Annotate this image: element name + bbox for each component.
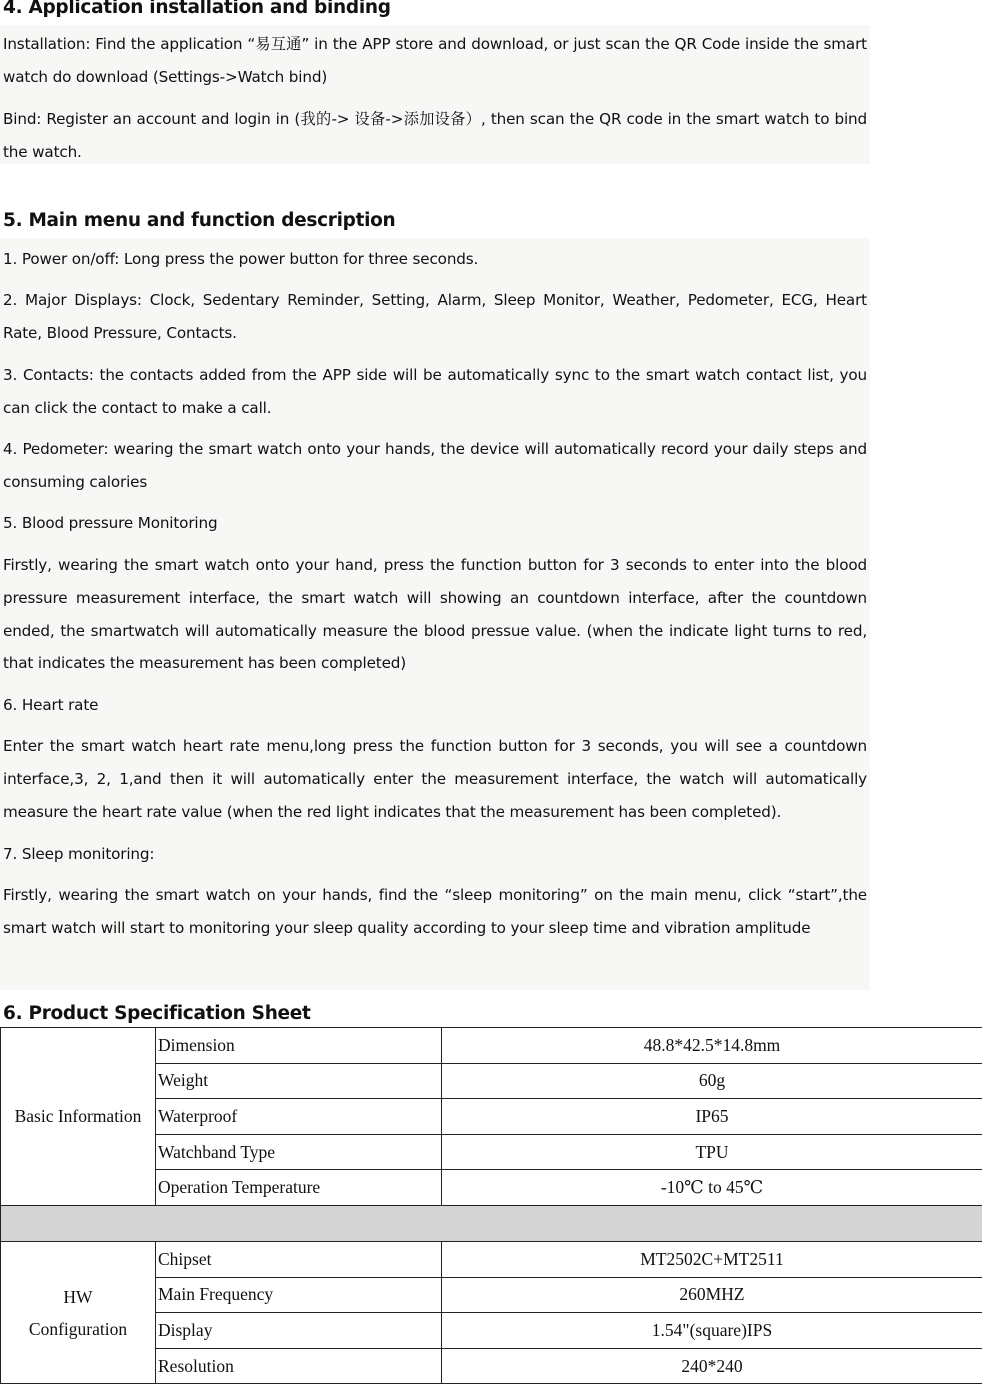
spec-value: 1.54"(square)IPS — [442, 1313, 982, 1349]
spec-value: 260MHZ — [442, 1277, 982, 1313]
sleep-paragraph: Firstly, wearing the smart watch on your hands, find the “sleep monitoring” on the main menu, click “start”,the smart watch will start to monitoring your sleep quality according to your sleep time and vibration amplitude — [3, 886, 867, 937]
hr-paragraph: Enter the smart watch heart rate menu,long press the function button for 3 seconds, you will see a countdown interface,3, 2, 1,and then it will automatically enter the measurement interface, the watch will automatically measure the heart rate value (when the red light indicates that the measurement has been completed). — [3, 737, 867, 821]
spec-value: 48.8*42.5*14.8mm — [442, 1028, 982, 1064]
pedometer-paragraph: 4. Pedometer: wearing the smart watch onto your hands, the device will automatically record your daily steps and consuming calories — [3, 440, 867, 491]
bind-paragraph: Bind: Register an account and login in (我的-> 设备->添加设备）, then scan the QR code in the smart watch to bind the watch. — [3, 110, 867, 161]
spec-value: TPU — [442, 1134, 982, 1170]
section-6-heading: 6. Product Specification Sheet — [3, 1003, 311, 1024]
spec-label: Resolution — [156, 1348, 442, 1384]
separator-cell — [1, 1205, 982, 1241]
hr-title: 6. Heart rate — [3, 696, 99, 714]
section-4-heading: 4. Application installation and binding — [3, 0, 391, 18]
table-separator-row — [1, 1205, 982, 1241]
contacts-paragraph: 3. Contacts: the contacts added from the APP side will be automatically sync to the smart watch contact list, you can click the contact to make a call. — [3, 366, 867, 417]
sleep-title: 7. Sleep monitoring: — [3, 845, 155, 863]
spec-label: Watchband Type — [156, 1134, 442, 1170]
spec-label: Display — [156, 1313, 442, 1349]
spec-label: Main Frequency — [156, 1277, 442, 1313]
spec-table — [0, 1027, 982, 1384]
basic-info-group-cell: Basic Information — [1, 1028, 156, 1206]
bp-title: 5. Blood pressure Monitoring — [3, 514, 218, 532]
spec-label: Dimension — [156, 1028, 442, 1064]
displays-paragraph: 2. Major Displays: Clock, Sedentary Reminder, Setting, Alarm, Sleep Monitor, Weather, Pedometer, ECG, Heart Rate, Blood Pressure, Contacts. — [3, 291, 867, 342]
spec-label: Chipset — [156, 1241, 442, 1277]
spec-value: 240*240 — [442, 1348, 982, 1384]
table-row — [1, 1241, 982, 1277]
spec-value: 60g — [442, 1063, 982, 1099]
power-paragraph: 1. Power on/off: Long press the power button for three seconds. — [3, 250, 479, 268]
spec-value: MT2502C+MT2511 — [442, 1241, 982, 1277]
spec-label: Weight — [156, 1063, 442, 1099]
spec-value: IP65 — [442, 1099, 982, 1135]
spec-value: -10℃ to 45℃ — [442, 1170, 982, 1206]
table-row — [1, 1028, 982, 1064]
installation-paragraph: Installation: Find the application “易互通” in the APP store and download, or just scan the QR Code inside the smart watch do download (Settings->Watch bind) — [3, 35, 867, 86]
hw-config-group-cell: HW Configuration — [1, 1241, 156, 1383]
bp-paragraph: Firstly, wearing the smart watch onto your hand, press the function button for 3 seconds to enter into the blood pressure measurement interface, the smart watch will showing an countdown interface, after the countdown ended, the smartwatch will automatically measure the blood pressue value. (when the indicate light turns to red, that indicates the measurement has been completed) — [3, 556, 867, 673]
spec-label: Waterproof — [156, 1099, 442, 1135]
spec-label: Operation Temperature — [156, 1170, 442, 1206]
section-5-heading: 5. Main menu and function description — [3, 210, 396, 231]
